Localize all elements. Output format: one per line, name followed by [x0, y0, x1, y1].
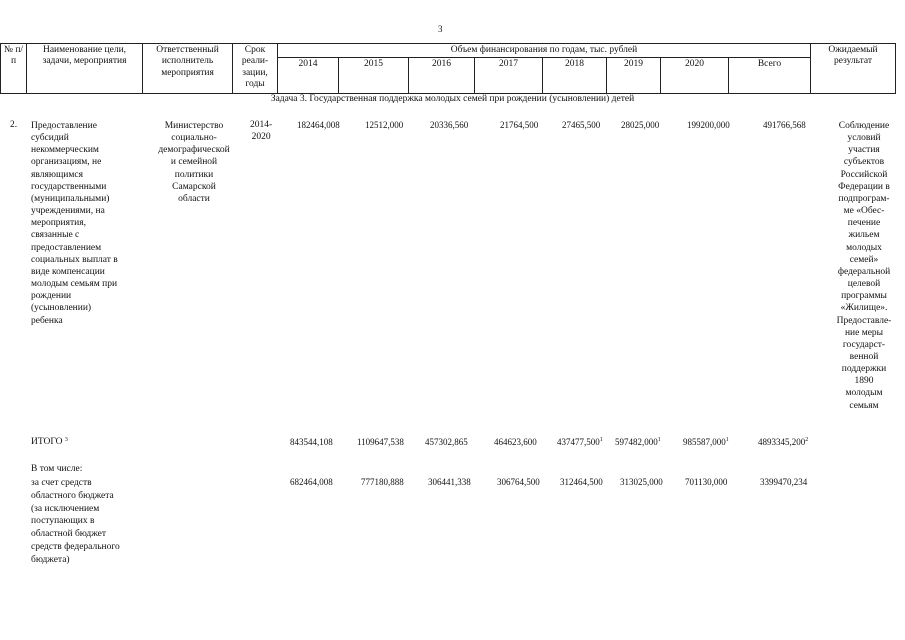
header-year: 2014 [278, 58, 339, 94]
text-line: социальных выплат в [31, 254, 118, 265]
header-year: 2018 [543, 58, 607, 94]
text-line: целевой [847, 279, 881, 290]
header-name: Наименование цели, задачи, мероприятия [27, 44, 143, 94]
text-line: федеральной [837, 266, 891, 277]
text-line: «Жилище». [840, 303, 888, 314]
text-line: 2020 [251, 131, 271, 142]
text-line: (усыновлении) [31, 303, 92, 314]
text-line: печение [847, 218, 881, 229]
text-line: условий [847, 133, 881, 144]
text-line: Российской [840, 169, 888, 180]
text-line: Министерство [164, 121, 224, 131]
text-line: семьям [849, 400, 879, 411]
row-responsible [150, 120, 238, 205]
text-line: связанные с [31, 230, 80, 241]
text-line: 2014- [250, 120, 273, 130]
text-line: поступающих в [31, 516, 95, 527]
page-number: 3 [438, 24, 443, 34]
text-line: участия [848, 145, 880, 156]
text-line: молодым [845, 388, 883, 399]
header-result: Ожидаемый результат [811, 44, 896, 94]
text-line: поддержки [841, 364, 887, 375]
text-line: виде компенсации [31, 266, 105, 277]
text-line: предоставлением [31, 242, 102, 253]
header-funding: Объем финансирования по годам, тыс. рублей [278, 44, 811, 58]
row-result [825, 120, 903, 412]
text-line: бюджета) [31, 554, 70, 565]
text-line: субъектов [843, 157, 885, 168]
including-value-2020: 701130,000 [685, 477, 728, 487]
including-value-2019: 313025,000 [620, 477, 663, 487]
text-line: подпрограм- [838, 193, 890, 204]
including-value-2016: 306441,338 [428, 477, 471, 487]
text-line: 1890 [854, 376, 874, 387]
text-line: учреждениями, на [31, 206, 105, 217]
text-line: государственными [31, 181, 107, 192]
text-line: средств федерального [31, 542, 120, 553]
text-line: Федерации в [838, 181, 890, 192]
text-line: Самарской [172, 181, 216, 192]
text-line: областного бюджета [31, 490, 114, 501]
text-line: демографической [158, 145, 230, 156]
text-line: (муниципальными) [31, 193, 110, 204]
total-value-2019: 597482,000$^1$ [615, 437, 661, 447]
text-line: государст- [842, 339, 886, 350]
row-value-2020: 199200,000 [687, 120, 730, 130]
including-value-2018: 312464,500 [560, 477, 603, 487]
row-number: 2. [10, 120, 18, 130]
including-value-2014: 682464,008 [290, 477, 333, 487]
text-line: ние меры [844, 327, 884, 338]
header-year: 2016 [409, 58, 475, 94]
header-total: Всего [729, 58, 811, 94]
text-line: за счет средств [31, 478, 92, 488]
text-line: рождении [31, 291, 72, 302]
text-line: жильем [848, 230, 880, 241]
total-label: ИТОГО $^3$ [31, 437, 68, 447]
header-year: 2015 [339, 58, 409, 94]
header-year: 2020 [661, 58, 729, 94]
text-line: ребенка [31, 315, 63, 326]
total-value-2015: 1109647,538 [357, 437, 404, 447]
total-value-2020: 985587,000$^1$ [683, 437, 729, 447]
text-line: молодых [846, 242, 882, 253]
text-line: области [178, 193, 210, 204]
row-value-2017: 21764,500 [500, 120, 539, 130]
row-value-2016: 20336,560 [430, 120, 469, 130]
text-line: областной бюджет [31, 529, 107, 540]
text-line: некоммерческим [31, 145, 99, 156]
header-term: Срок реали-зации, годы [233, 44, 278, 94]
text-line: молодым семьям при [31, 279, 118, 290]
total-value-2018: 437477,500$^1$ [557, 437, 603, 447]
row-value-total: 491766,568 [763, 120, 806, 130]
total-value-2016: 457302,865 [425, 437, 468, 447]
total-value-total: 4893345,200$^2$ [758, 437, 809, 447]
row-value-2019: 28025,000 [621, 120, 660, 130]
including-value-2015: 777180,888 [361, 477, 404, 487]
text-line: Соблюдение [838, 121, 890, 131]
row-term [250, 120, 272, 144]
text-line: социально- [171, 133, 217, 144]
header-year: 2017 [475, 58, 543, 94]
text-line: (за исключением [31, 503, 100, 514]
including-label: В том числе: [31, 464, 83, 474]
including-description [31, 477, 146, 567]
text-line: семей» [849, 254, 879, 265]
row-value-2015: 12512,000 [365, 120, 404, 130]
text-line: Предоставле- [836, 315, 892, 326]
including-value-total: 3399470,234 [760, 477, 808, 487]
text-line: мероприятия, [31, 218, 86, 229]
table-header [0, 43, 896, 94]
row-name [31, 120, 146, 327]
text-line: программы [841, 291, 887, 302]
text-line: политики [174, 169, 214, 180]
header-year: 2019 [607, 58, 661, 94]
header-responsible: Ответственный исполнитель мероприятия [143, 44, 233, 94]
text-line: субсидий [31, 133, 69, 144]
text-line: и семейной [170, 157, 218, 168]
row-value-2014: 182464,008 [297, 120, 340, 130]
task-title: Задача 3. Государственная поддержка молодых семей при рождении (усыновлении) детей [270, 94, 635, 104]
row-value-2018: 27465,500 [562, 120, 601, 130]
text-line: ме «Обес- [843, 206, 885, 217]
including-value-2017: 306764,500 [497, 477, 540, 487]
text-line: Предоставление [31, 121, 97, 131]
total-value-2014: 843544,108 [290, 437, 333, 447]
text-line: являющимся [31, 169, 83, 180]
text-line: венной [849, 351, 879, 362]
text-line: организациям, не [31, 157, 102, 168]
header-num: № п/п [1, 44, 27, 94]
total-value-2017: 464623,600 [494, 437, 537, 447]
